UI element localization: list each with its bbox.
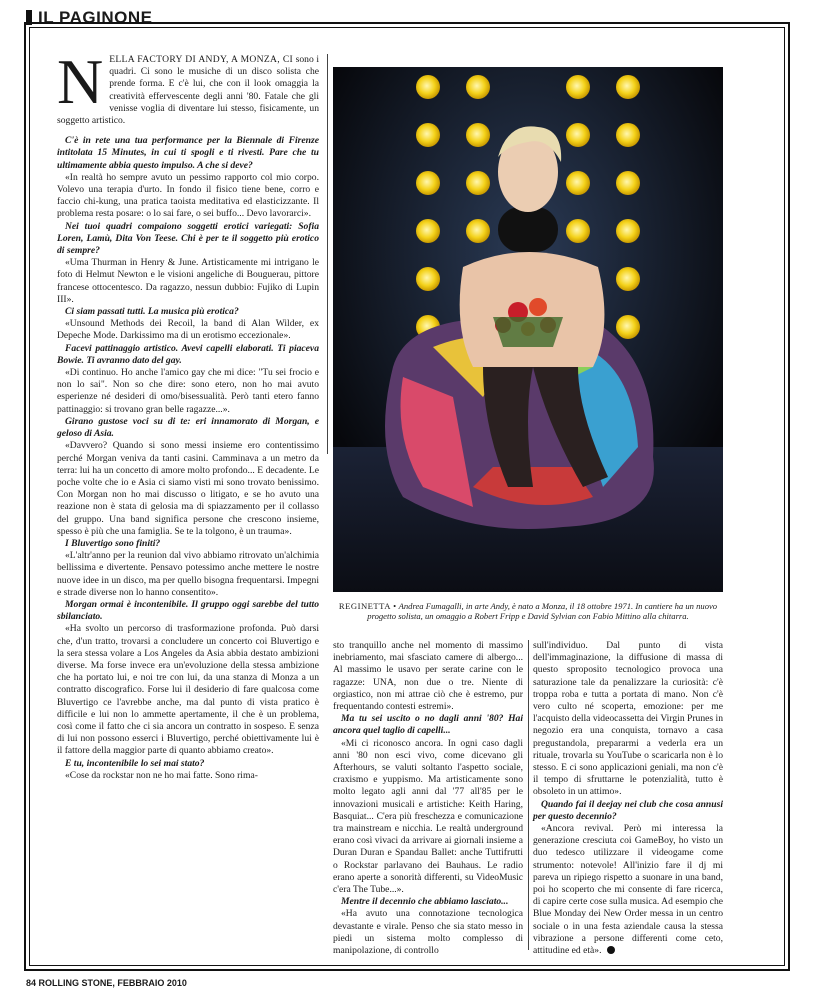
stage-light <box>616 315 640 339</box>
stage-light <box>466 171 490 195</box>
stage-light <box>466 219 490 243</box>
answer: «Uma Thurman in Henry & June. Artisticamente mi intrigano le foto di Helmut Newton e le visioni angeliche di Bouguerau, pittore francese ottocentesco. Da ragazzo, nessun dubbio: Fujiko di Lupin III». <box>57 257 319 305</box>
stage-light <box>616 75 640 99</box>
question: E tu, incontenibile lo sei mai stato? <box>65 757 205 769</box>
answer: «Ancora revival. Però mi interessa la generazione cresciuta coi GameBoy, ho visto un duo tedesco utilizzare il videogame come strumento: notevole! All'inizio fare il dj mi pareva un ripiego rispetto a suonare in una band, poi ho scoperto che mi consente di fare ricerca, di capire certe cose sulla musica. Ad esempio che Blue Monday dei New Order messa in un centro sociale o in una festa aziendale causa la stessa vibrazione a persone differenti come ceto, attitudine ed età». <box>533 823 723 957</box>
intro-text: sono i quadri. Ci sono le musiche di un disco solista che prende forma. E c'è lui, che con il look omaggia la creatività effervescente degli anni '80. Fatale che gli venisse voglia di diventare lui stesso, fisicamente, un soggetto artistico. <box>57 54 319 127</box>
stage-light <box>566 75 590 99</box>
article-column-3 <box>533 640 723 957</box>
question: Morgan ormai è incontenibile. Il gruppo oggi sarebbe del tutto sbilanciato. <box>57 598 319 623</box>
stage-light <box>616 123 640 147</box>
question: Ma tu sei uscito o no dagli anni '80? Hai ancora quel taglio di capelli... <box>333 713 523 737</box>
answer: «Di continuo. Ho anche l'amico gay che mi dice: "Tu sei frocio e non lo sai". Non so che dire: sono etero, non ho mai avuto esperienze né desideri di omo/bisessualità. Però tanti etero fanno pattinaggio: si trovano gran belle ragazze...». <box>57 367 319 415</box>
stage-light <box>416 171 440 195</box>
answer: «Ha svolto un percorso di trasformazione profonda. Può darsi che, d'un tratto, trovarsi a concludere un concerto coi Bluvertigo e la sera stessa volare a Los Angeles da Asia abbia destato ambizioni diverse. Ma forse invece era un'evoluzione della stessa ambizione che ha portato lui, e noi tre con lui, da una stanza di Monza a un contratto discografico. Forse lui il desiderio di fare qualcosa come Bluvertigo ce l'avrebbe anche, ma dal punto di vista pratico è difficile e lui non lo ammette apertamente, il che è un problema, così come il fatto che ci sia ancora un contratto in sospeso. E senza di lui non possono esserci i Bluvertigo, perché obiettivamente lui è il fattore della maggior parte di quanto abbiamo creato». <box>57 623 319 757</box>
caption-lead: REGINETTA • <box>338 601 397 611</box>
question: Quando fai il deejay nei club che cosa annusi per questo decennio? <box>533 798 723 822</box>
stage-light <box>566 171 590 195</box>
column-rule <box>327 54 328 454</box>
stage-light <box>416 75 440 99</box>
stage-light <box>616 171 640 195</box>
stage-light <box>416 219 440 243</box>
stage-light <box>416 123 440 147</box>
answer: sull'individuo. Dal punto di vista dell'immaginazione, la diffusione di massa di questo sproposito tecnologico provoca una saturazione tale da penalizzare la curiosità: c'è troppa roba e tutta a portata di mano. Non c'è vero culto né scoperta, emozione: per me l'acquisto della videocassetta dei Virgin Prunes in negozio era una conquista, tornavo a casa pregustandola, prepararmi a vederla era un rituale, trovarla su YouTube o scaricarla non è lo stesso. E ci sono applicazioni geniali, ma non c'è il tempo di sfruttarne le potenzialità, tutto è obsoleto in un attimo». <box>533 640 723 798</box>
article-column-1 <box>57 46 319 782</box>
intro-paragraph <box>57 46 319 127</box>
caption-text: Andrea Fumagalli, in arte Andy, è nato a Monza, il 18 ottobre 1971. In cantiere ha un nuovo progetto solista, un omaggio a Robert Fripp e David Sylvian con Fabio Mittino alla chitarra. <box>367 601 718 622</box>
stage-light <box>466 123 490 147</box>
answer: sto tranquillo anche nel momento di massimo inebriamento, mai sfasciato camere di albergo... Al massimo le usavo per serate carine con le ragazze: UNA, non due o tre. Niente di orgiastico, non mi attrae ciò che è estremo, pur frequentando contesti estremi». <box>333 640 523 713</box>
question: Mentre il decennio che abbiamo lasciato... <box>341 896 509 908</box>
column-rule-2 <box>528 640 529 950</box>
portrait-photo <box>333 67 723 592</box>
stage-light <box>566 219 590 243</box>
section-title: IL PAGINONE <box>38 8 153 27</box>
answer: «Davvero? Quando si sono messi insieme ero contentissimo perché Morgan veniva da tanti casini. Camminava a un metro da terra: lui ha un concetto di amore molto profondo... E decadente. Le poche volte che io e Asia ci siamo visti mi sono trovato benissimo. Con Morgan non ho mai discusso o litigato, e se ho avuto una reazione non è stata di gelosia ma di spiazzamento per il collasso del gruppo. Una band significa persone che crescono insieme, spesso è più che una famiglia. Se te la tolgono, è un trauma». <box>57 440 319 537</box>
page-footer: 84 ROLLING STONE, FEBBRAIO 2010 <box>26 978 187 988</box>
question: Nei tuoi quadri compaiono soggetti erotici variegati: Sofia Loren, Lamù, Dita Von Teese. Chi è per te il soggetto più erotico di sempre? <box>57 220 319 257</box>
answer: «Unsound Methods dei Recoil, la band di Alan Wilder, ex Depeche Mode. Darkissimo ma di un erotismo eccezionale». <box>57 318 319 342</box>
stage-light <box>416 267 440 291</box>
answer: «L'altr'anno per la reunion dal vivo abbiamo ritrovato un'alchimia bellissima e divertente. Pensavo potessimo anche mettere le nostre nuove idee in un disco, ma per quello bisogna frequentarsi. Impegni e strade diverse non lo hanno consentito». <box>57 550 319 598</box>
question: Ci siam passati tutti. La musica più erotica? <box>65 306 239 318</box>
question: I Bluvertigo sono finiti? <box>65 537 161 549</box>
question: Facevi pattinaggio artistico. Avevi capelli elaborati. Ti piaceva Bowie. Ti avranno dato del gay. <box>57 342 319 366</box>
answer: «Cose da rockstar non ne ho mai fatte. Sono rima- <box>65 769 258 781</box>
answer: «Mi ci riconosco ancora. In ogni caso dagli anni '80 non esci vivo, come dicevano gli Afterhours, se valuti soltanto l'aspetto sociale, craxismo e yuppismo. Ma artisticamente sono molto legato agli anni dal '77 all'85 per le innovazioni musicali e artistiche: Keith Haring, Basquiat... C'era più freschezza e comunicazione tra mainstream e nicchia. Le realtà underground erano così vivaci da arrivare ai giornali insieme a Duran Duran e Spandau Ballet: anche Tuttifrutti o Rockstar parlavano dei Bauhaus. Le radio erano aperte a sonorità differenti, su VideoMusic c'era The Tube...». <box>333 737 523 896</box>
question: C'è in rete una tua performance per la Biennale di Firenze intitolata 15 Minutes, in cui ti spogli e ti rivesti. Pare che tu ultimamente abbia questo impulso. A che si deve? <box>57 135 319 171</box>
article-column-2 <box>333 640 523 957</box>
stage-light <box>616 219 640 243</box>
question: Girano gustose voci su di te: eri innamorato di Morgan, e geloso di Asia. <box>57 415 319 440</box>
photo-caption <box>333 601 723 622</box>
drop-cap: N <box>57 46 104 117</box>
stage-light <box>466 75 490 99</box>
answer: «Ha avuto una connotazione tecnologica devastante e virale. Penso che sia stato messo in piedi un sistema molto complesso di manipolazione, di controllo <box>333 908 523 957</box>
stage-light <box>616 267 640 291</box>
stage-light <box>566 123 590 147</box>
end-mark-icon <box>607 946 615 954</box>
intro-smallcaps: ELLA FACTORY DI ANDY, A MONZA, CI <box>109 54 294 65</box>
answer: «In realtà ho sempre avuto un pessimo rapporto col mio corpo. Volevo una terapia d'urto. In fondo il fisico tiene bene, corro e faccio chi-kung, una pratica taoista meditativa ed elasticizzante. Il problema resta posare: o lo sai fare, o sei buffo... Devo lavorarci». <box>57 171 319 220</box>
